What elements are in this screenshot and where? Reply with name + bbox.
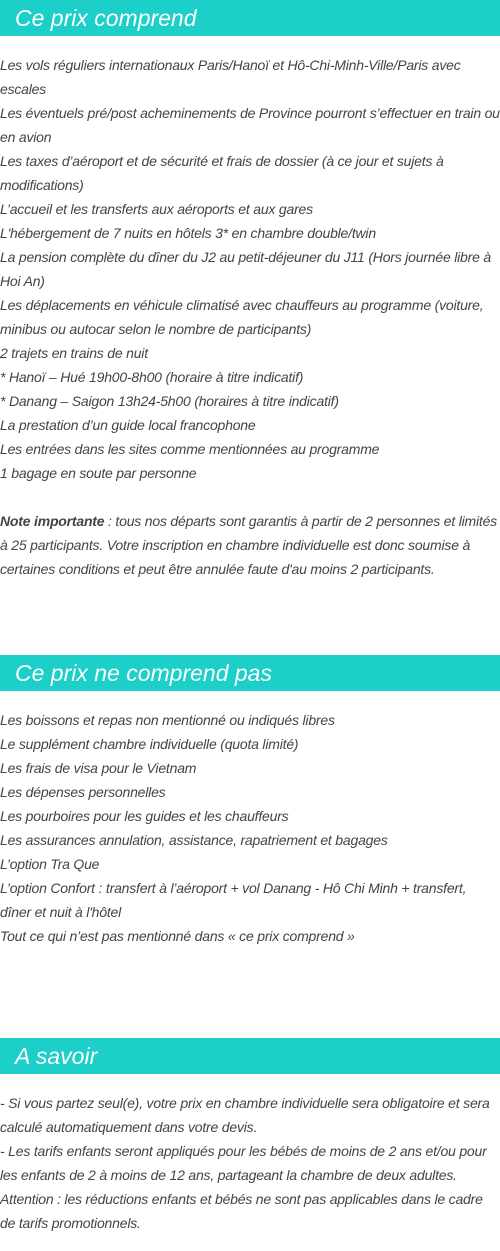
list-item: La pension complète du dîner du J2 au petit-déjeuner du J11 (Hors journée libre à Hoi An) bbox=[0, 249, 491, 289]
section-header-to-know bbox=[0, 1038, 500, 1074]
list-item: - Si vous partez seul(e), votre prix en chambre individuelle sera obligatoire et sera calculé automatiquement dans votre devis. bbox=[0, 1095, 490, 1135]
list-item: 2 trajets en trains de nuit bbox=[0, 345, 148, 361]
list-item: L’option Tra Que bbox=[0, 856, 100, 872]
section-header-included bbox=[0, 0, 500, 36]
list-item: L’accueil et les transferts aux aéroports et aux gares bbox=[0, 201, 313, 217]
important-note-label: Note importante bbox=[0, 513, 105, 529]
list-item: Les frais de visa pour le Vietnam bbox=[0, 760, 197, 776]
list-item: - Les tarifs enfants seront appliqués pour les bébés de moins de 2 ans et/ou pour les enfants de 2 à moins de 12 ans, partageant la chambre de deux adultes. bbox=[0, 1143, 487, 1183]
section-title-not-included: Ce prix ne comprend pas bbox=[15, 660, 272, 686]
list-item: Les pourboires pour les guides et les chauffeurs bbox=[0, 808, 289, 824]
section-title-to-know: A savoir bbox=[15, 1043, 98, 1069]
included-list bbox=[0, 53, 500, 581]
list-item: Les déplacements en véhicule climatisé avec chauffeurs au programme (voiture, minibus ou autocar selon le nombre de participants) bbox=[0, 297, 484, 337]
list-item: Les vols réguliers internationaux Paris/Hanoï et Hô-Chi-Minh-Ville/Paris avec escales bbox=[0, 57, 461, 97]
spacer bbox=[0, 485, 500, 509]
list-item: Attention : les réductions enfants et bébés ne sont pas applicables dans le cadre de tarifs promotionnels. bbox=[0, 1191, 483, 1231]
section-title-included: Ce prix comprend bbox=[15, 5, 197, 31]
list-item: Les assurances annulation, assistance, rapatriement et bagages bbox=[0, 832, 388, 848]
list-item: Les éventuels pré/post acheminements de Province pourront s’effectuer en train ou en avion bbox=[0, 105, 500, 145]
list-item: Les entrées dans les sites comme mentionnées au programme bbox=[0, 441, 380, 457]
not-included-list bbox=[0, 708, 500, 948]
list-item: Le supplément chambre individuelle (quota limité) bbox=[0, 736, 299, 752]
list-item: Les dépenses personnelles bbox=[0, 784, 166, 800]
to-know-list bbox=[0, 1091, 500, 1235]
list-item: La prestation d’un guide local francophone bbox=[0, 417, 256, 433]
list-item: L'hébergement de 7 nuits en hôtels 3* en chambre double/twin bbox=[0, 225, 376, 241]
important-note bbox=[0, 509, 500, 581]
list-item: 1 bagage en soute par personne bbox=[0, 465, 197, 481]
list-item: Tout ce qui n’est pas mentionné dans « ce prix comprend » bbox=[0, 928, 355, 944]
section-header-not-included bbox=[0, 655, 500, 691]
list-item: Les taxes d’aéroport et de sécurité et frais de dossier (à ce jour et sujets à modifications) bbox=[0, 153, 444, 193]
list-item: * Danang – Saigon 13h24-5h00 (horaires à titre indicatif) bbox=[0, 393, 339, 409]
important-note-text: : tous nos départs sont garantis à partir de 2 personnes et limités à 25 participants. Votre inscription en chambre individuelle est donc soumise à certaines conditions et peut être annulée faute d'au moins 2 participants. bbox=[0, 513, 497, 577]
list-item: * Hanoï – Hué 19h00-8h00 (horaire à titre indicatif) bbox=[0, 369, 304, 385]
list-item: Les boissons et repas non mentionné ou indiqués libres bbox=[0, 712, 335, 728]
list-item: L’option Confort : transfert à l’aéroport + vol Danang - Hô Chi Minh + transfert, dîner et nuit à l'hôtel bbox=[0, 880, 467, 920]
